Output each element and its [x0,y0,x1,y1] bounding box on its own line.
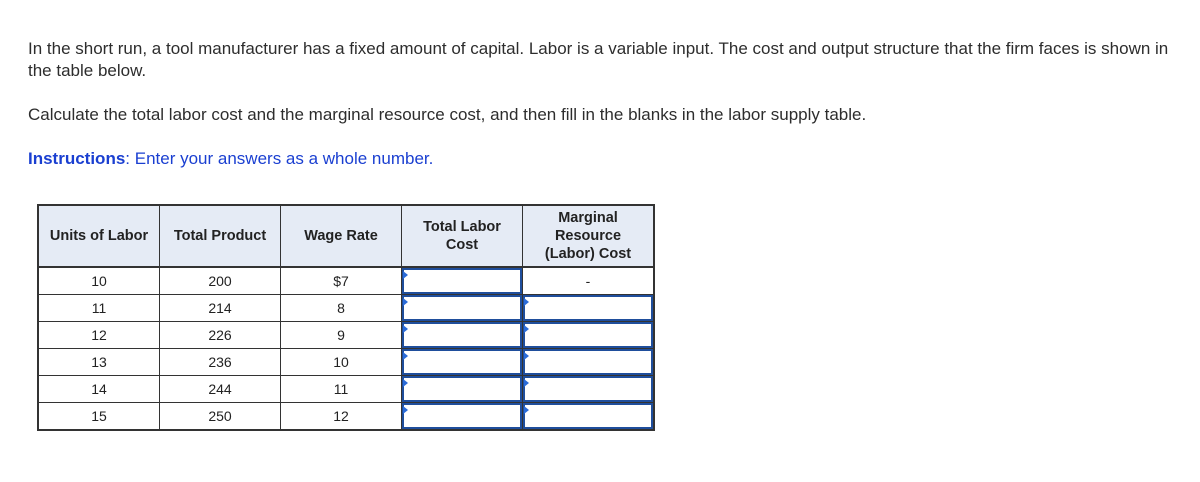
table-row [38,349,654,376]
marginal-resource-cost-input[interactable] [523,295,653,321]
total-labor-cost-input[interactable] [402,349,522,375]
marginal-resource-cost-input[interactable] [523,403,653,429]
table-row [38,295,654,322]
cell-total-product: 236 [160,349,281,376]
cell-wage-rate: 11 [281,376,402,403]
cell-wage-rate: 12 [281,403,402,431]
cell-total-product: 250 [160,403,281,431]
cell-wage-rate: 10 [281,349,402,376]
cell-total-labor-cost [402,322,523,349]
cell-units: 12 [38,322,160,349]
cell-total-product: 244 [160,376,281,403]
total-labor-cost-input[interactable] [402,376,522,402]
cell-units: 13 [38,349,160,376]
header-mrc-line2: Resource [554,228,622,244]
total-labor-cost-input[interactable] [402,403,522,429]
total-labor-cost-input[interactable] [402,268,522,294]
marginal-resource-cost-input[interactable] [523,349,653,375]
header-units-of-labor: Units of Labor [38,205,160,267]
cell-total-labor-cost [402,267,523,295]
total-labor-cost-input[interactable] [402,295,522,321]
cell-total-labor-cost [402,295,523,322]
intro-paragraph: In the short run, a tool manufacturer has a fixed amount of capital. Labor is a variable input. The cost and output structure that the firm faces is shown in the table below. [28,39,1169,80]
cell-units: 15 [38,403,160,431]
cell-wage-rate: 9 [281,322,402,349]
cell-marginal-resource-cost [523,403,655,431]
cell-total-labor-cost [402,376,523,403]
cell-units: 14 [38,376,160,403]
cell-wage-rate: $7 [281,267,402,295]
cell-wage-rate: 8 [281,295,402,322]
cell-units: 11 [38,295,160,322]
total-labor-cost-input[interactable] [402,322,522,348]
table-row [38,403,654,431]
header-total-labor-cost [402,205,523,267]
header-mrc-line3: (Labor) Cost [544,246,632,262]
cell-marginal-resource-cost [523,349,655,376]
header-mrc-line1: Marginal [558,210,618,226]
table-header-row [38,205,654,267]
cell-marginal-resource-cost [523,295,655,322]
header-total-labor-cost-line2: Cost [445,237,479,253]
cell-total-product: 226 [160,322,281,349]
table-row [38,322,654,349]
marginal-resource-cost-input[interactable] [523,376,653,402]
cell-units: 10 [38,267,160,295]
cell-total-labor-cost [402,403,523,431]
cell-total-labor-cost [402,349,523,376]
header-wage-rate: Wage Rate [281,205,402,267]
instructions-label: Instructions [28,149,126,168]
cell-marginal-resource-cost [523,322,655,349]
instructions-text: : Enter your answers as a whole number. [125,149,434,168]
cell-total-product: 200 [160,267,281,295]
header-total-labor-cost-line1: Total Labor [423,219,501,235]
instructions-paragraph [28,148,433,170]
cell-marginal-resource-cost: - [523,267,655,295]
header-marginal-resource-cost [523,205,655,267]
table-row [38,376,654,403]
cell-total-product: 214 [160,295,281,322]
task-paragraph: Calculate the total labor cost and the marginal resource cost, and then fill in the blanks in the labor supply table. [28,105,867,124]
labor-supply-table [37,204,655,431]
cell-marginal-resource-cost [523,376,655,403]
header-total-product: Total Product [160,205,281,267]
marginal-resource-cost-input[interactable] [523,322,653,348]
table-row [38,267,654,295]
